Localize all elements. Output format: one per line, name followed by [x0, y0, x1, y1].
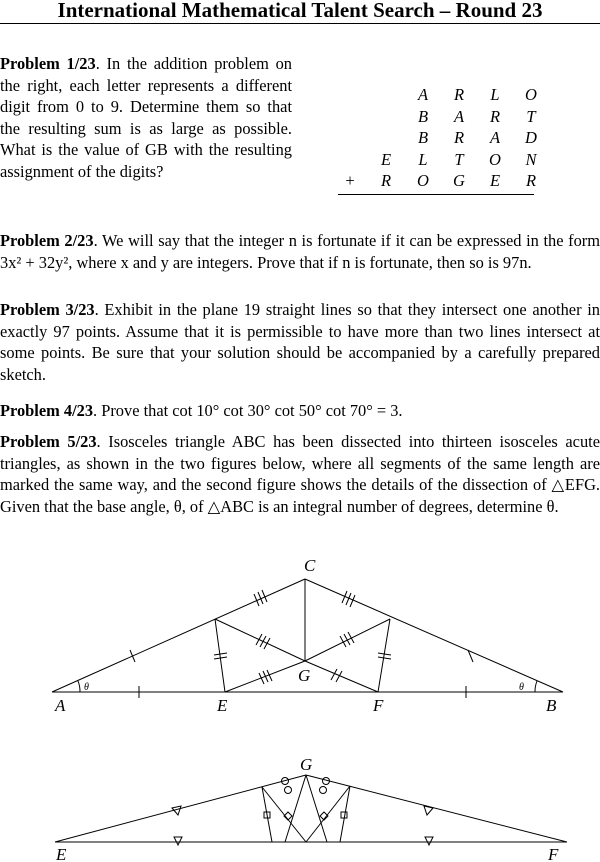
addition-letter: B — [417, 128, 429, 147]
addition-row — [338, 107, 538, 129]
addition-row — [338, 150, 538, 172]
round-title: International Mathematical Talent Search – Round 23 — [57, 0, 543, 22]
segment-g-inner-left — [285, 775, 306, 842]
addition-letter: L — [490, 85, 500, 104]
tick-left-g-2 — [260, 636, 266, 647]
problem-5-label: Problem 5/23 — [0, 432, 97, 451]
segment-cb — [305, 579, 563, 692]
label-g: G — [298, 666, 311, 685]
tick-ac — [130, 650, 135, 662]
addition-row — [338, 85, 538, 107]
addition-row — [338, 171, 538, 193]
segment-f-right — [378, 619, 390, 692]
addition-letter: G — [453, 171, 465, 190]
label-theta-b: θ — [519, 682, 524, 693]
label-e-detail: E — [56, 845, 67, 862]
label-f: F — [373, 696, 384, 715]
segment-g-inner-right — [306, 775, 327, 842]
tick-e-left-1 — [214, 653, 227, 655]
addition-letter: R — [525, 171, 537, 190]
figure-triangle-efg — [0, 750, 600, 862]
problem-4 — [0, 400, 600, 422]
addition-letter: D — [525, 128, 537, 147]
problem-4-text: . Prove that cot 10° cot 30° cot 50° cot 70° = 3. — [93, 401, 403, 420]
addition-letter: R — [453, 128, 465, 147]
label-f-detail: F — [548, 845, 559, 862]
theta-arc-a — [78, 681, 80, 692]
label-b: B — [546, 696, 557, 715]
addition-letter: R — [489, 106, 501, 126]
plus-sign: + — [345, 171, 355, 190]
tick-left-g-3 — [264, 638, 270, 649]
problem-3-text: . Exhibit in the plane 19 straight lines so that they intersect one another in exactly 97 points. Assume that it is permissible to have more than two lines intersect at some points. Be sure that your solution should be accompanied by a carefully prepared sketch. — [0, 300, 600, 384]
addition-letter: E — [380, 149, 392, 169]
addition-letter: E — [489, 171, 501, 190]
segment-ac — [52, 579, 305, 692]
label-g-detail: G — [300, 755, 313, 774]
problem-2 — [0, 230, 600, 273]
addition-letter: O — [417, 171, 429, 190]
segment-gf — [306, 775, 567, 842]
marker-circle-4 — [320, 787, 327, 794]
addition-letter: R — [453, 85, 465, 104]
problem-2-label: Problem 2/23 — [0, 231, 94, 250]
addition-letter: A — [417, 85, 429, 104]
label-a: A — [55, 696, 66, 715]
figure-triangle-abc — [0, 550, 600, 720]
problem-3-label: Problem 3/23 — [0, 300, 95, 319]
tick-left-g-1 — [256, 634, 262, 645]
addition-letter: O — [525, 85, 537, 104]
header-rule — [0, 23, 600, 24]
marker-ef-right — [425, 837, 433, 845]
segment-e-left — [215, 619, 225, 692]
marker-gf — [424, 806, 433, 815]
problem-5-text: . Isosceles triangle ABC has been dissected into thirteen isosceles acute triangles, as shown in the two figures below, where all segments of the same length are marked the same way, and the second figure shows the details of the dissection of △EFG. Given that the base angle, θ, of △ABC is an integral number of degrees, determine θ. — [0, 432, 600, 516]
problem-1-label: Problem 1/23 — [0, 54, 96, 73]
problem-4-label: Problem 4/23 — [0, 401, 94, 420]
addition-letter: L — [418, 149, 428, 169]
problem-1 — [0, 53, 292, 182]
addition-letter: A — [489, 128, 501, 147]
addition-letter: N — [525, 149, 537, 169]
addition-letter: R — [380, 171, 392, 190]
label-c: C — [304, 556, 316, 575]
addition-letter: B — [417, 106, 429, 126]
addition-letter: T — [454, 149, 464, 169]
addition-letter: O — [489, 149, 501, 169]
marker-circle-2 — [285, 787, 292, 794]
segment-left-g — [215, 619, 305, 661]
label-theta-a: θ — [84, 682, 89, 693]
addition-problem — [338, 85, 538, 193]
problem-2-text: . We will say that the integer n is fortunate if it can be expressed in the form 3x² + 32y², where x and y are integers. Prove that if n is fortunate, then so is 97n. — [0, 231, 600, 272]
addition-row — [338, 128, 538, 150]
label-e: E — [217, 696, 228, 715]
addition-letter: A — [453, 106, 465, 126]
theta-arc-b — [535, 681, 537, 692]
problem-5 — [0, 431, 600, 517]
problem-1-text: . In the addition problem on the right, each letter represents a different digit from 0 to 9. Determine them so that the resulting sum is as large as possible. What is the value of GB with the resulting assignment of the digits? — [0, 54, 292, 181]
addition-rule — [338, 194, 534, 195]
segment-fg — [305, 661, 378, 692]
addition-letter: T — [526, 106, 536, 126]
problem-3 — [0, 299, 600, 385]
tick-f-right-2 — [378, 657, 391, 659]
marker-ef-left — [174, 837, 182, 845]
